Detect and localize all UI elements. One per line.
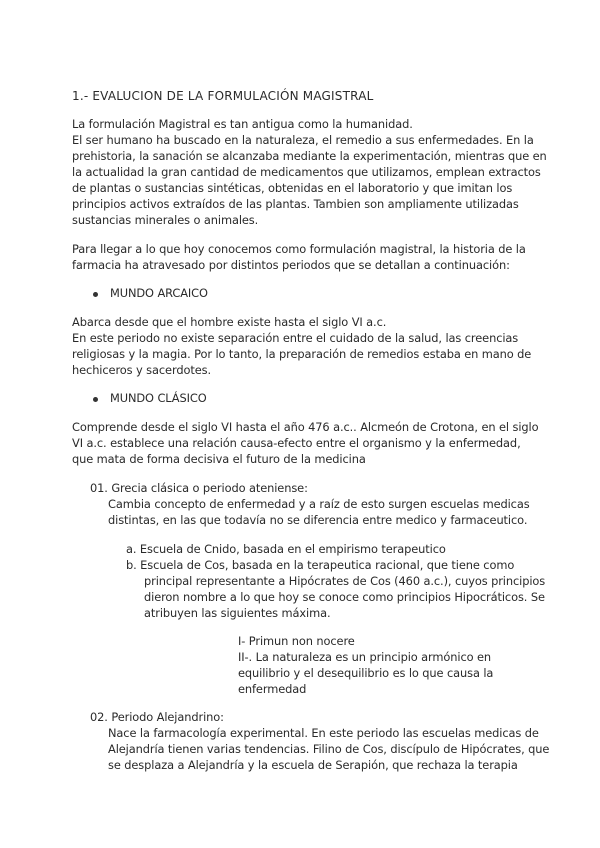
- text-line: principal representante a Hipócrates de Cos (460 a.c.), cuyos principios: [144, 574, 546, 588]
- text-line: Alejandría tienen varias tendencias. Filino de Cos, discípulo de Hipócrates, que: [108, 742, 550, 756]
- text-line: la actualidad la gran cantidad de medicamentos que utilizamos, emplean extractos: [72, 165, 541, 179]
- text-line: farmacia ha atravesado por distintos periodos que se detallan a continuación:: [72, 258, 510, 272]
- bullet-icon: [93, 397, 98, 402]
- text-line: principios activos extraídos de las plantas. Tambien son ampliamente utilizadas: [72, 197, 519, 211]
- text-line: enfermedad: [238, 682, 307, 696]
- alejandrino-heading: 02. Periodo Alejandrino:: [90, 710, 224, 724]
- text-line: equilibrio y el desequilibrio es lo que causa la: [238, 666, 494, 680]
- text-line: Abarca desde que el hombre existe hasta el siglo VI a.c.: [72, 315, 387, 329]
- text-line: VI a.c. establece una relación causa-efecto entre el organismo y la enfermedad,: [72, 436, 521, 450]
- text-line: prehistoria, la sanación se alcanzaba mediante la experimentación, mientras que en: [72, 149, 547, 163]
- section-heading-clasico: MUNDO CLÁSICO: [110, 391, 207, 405]
- text-line: II-. La naturaleza es un principio armónico en: [238, 650, 492, 664]
- text-line: hechiceros y sacerdotes.: [72, 363, 211, 377]
- text-line: distintas, en las que todavía no se diferencia entre medico y farmaceutico.: [108, 513, 528, 527]
- grecia-heading: 01. Grecia clásica o periodo ateniense:: [90, 481, 308, 495]
- text-line: Comprende desde el siglo VI hasta el año 476 a.c.. Alcmeón de Crotona, en el siglo: [72, 420, 539, 434]
- text-line: El ser humano ha buscado en la naturaleza, el remedio a sus enfermedades. En la: [72, 133, 534, 147]
- text-line: que mata de forma decisiva el futuro de la medicina: [72, 452, 366, 466]
- text-line: dieron nombre a lo que hoy se conoce como principios Hipocráticos. Se: [144, 590, 545, 604]
- text-line: La formulación Magistral es tan antigua como la humanidad.: [72, 117, 413, 131]
- list-item-a: a. Escuela de Cnido, basada en el empirismo terapeutico: [126, 542, 446, 556]
- text-line: Para llegar a lo que hoy conocemos como formulación magistral, la historia de la: [72, 242, 526, 256]
- text-line: religiosas y la magia. Por lo tanto, la preparación de remedios estaba en mano de: [72, 347, 532, 361]
- text-line: se desplaza a Alejandría y la escuela de Serapión, que rechaza la terapia: [108, 758, 518, 772]
- text-line: Cambia concepto de enfermedad y a raíz de esto surgen escuelas medicas: [108, 497, 530, 511]
- text-line: En este periodo no existe separación entre el cuidado de la salud, las creencias: [72, 331, 519, 345]
- text-line: b. Escuela de Cos, basada en la terapeutica racional, que tiene como: [126, 558, 515, 572]
- section-heading-arcaico: MUNDO ARCAICO: [110, 286, 208, 300]
- maxima-1: I- Primun non nocere: [238, 634, 355, 648]
- text-line: atribuyen las siguientes máxima.: [144, 606, 331, 620]
- bullet-icon: [93, 292, 98, 297]
- text-line: de plantas o sustancias sintéticas, obtenidas en el laboratorio y que imitan los: [72, 181, 513, 195]
- text-line: sustancias minerales o animales.: [72, 213, 259, 227]
- document-title: 1.- EVALUCION DE LA FORMULACIÓN MAGISTRAL: [72, 89, 374, 103]
- text-line: Nace la farmacología experimental. En este periodo las escuelas medicas de: [108, 726, 539, 740]
